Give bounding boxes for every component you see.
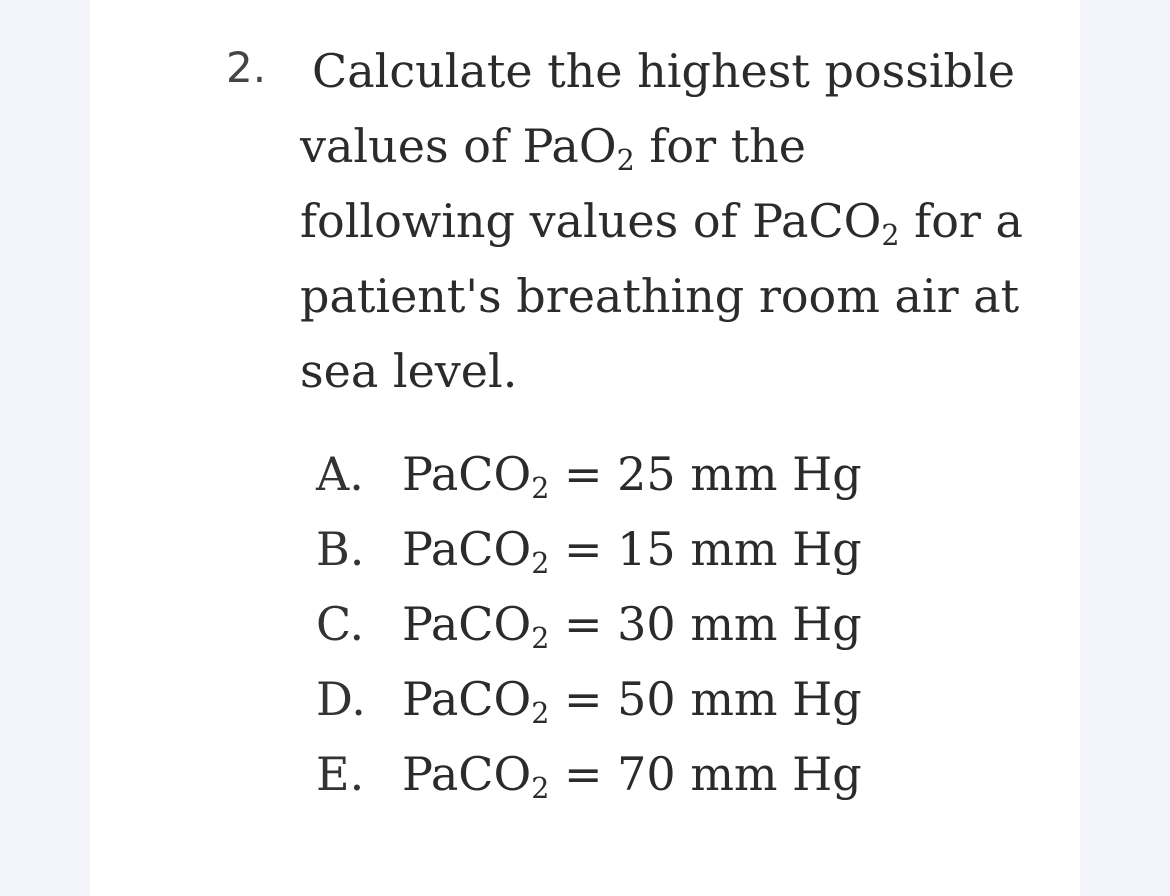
option-letter: E. [316, 747, 365, 801]
question-number: 2. [226, 43, 267, 92]
option-text: PaCO$_2$ = 50 mm Hg [402, 672, 862, 730]
option-a [316, 437, 862, 512]
option-text: PaCO$_2$ = 15 mm Hg [402, 522, 862, 580]
option-text: PaCO$_2$ = 25 mm Hg [402, 447, 862, 505]
option-letter: C. [316, 597, 365, 651]
option-e [316, 737, 862, 812]
option-b [316, 512, 862, 587]
option-text: PaCO$_2$ = 70 mm Hg [402, 747, 862, 805]
answer-options [316, 437, 862, 812]
option-letter: D. [316, 672, 366, 726]
stem-line: sea level. [300, 344, 518, 398]
option-c [316, 587, 862, 662]
stem-line: values of PaO$_2$ for the [300, 119, 807, 177]
stem-line: Calculate the highest possible [312, 44, 1015, 98]
option-text: PaCO$_2$ = 30 mm Hg [402, 597, 862, 655]
option-letter: B. [316, 522, 365, 576]
stem-line: following values of PaCO$_2$ for a [300, 194, 1023, 252]
option-letter: A. [316, 447, 364, 501]
option-d [316, 662, 862, 737]
question-stem [300, 34, 1023, 409]
stem-line: patient's breathing room air at [300, 269, 1020, 323]
